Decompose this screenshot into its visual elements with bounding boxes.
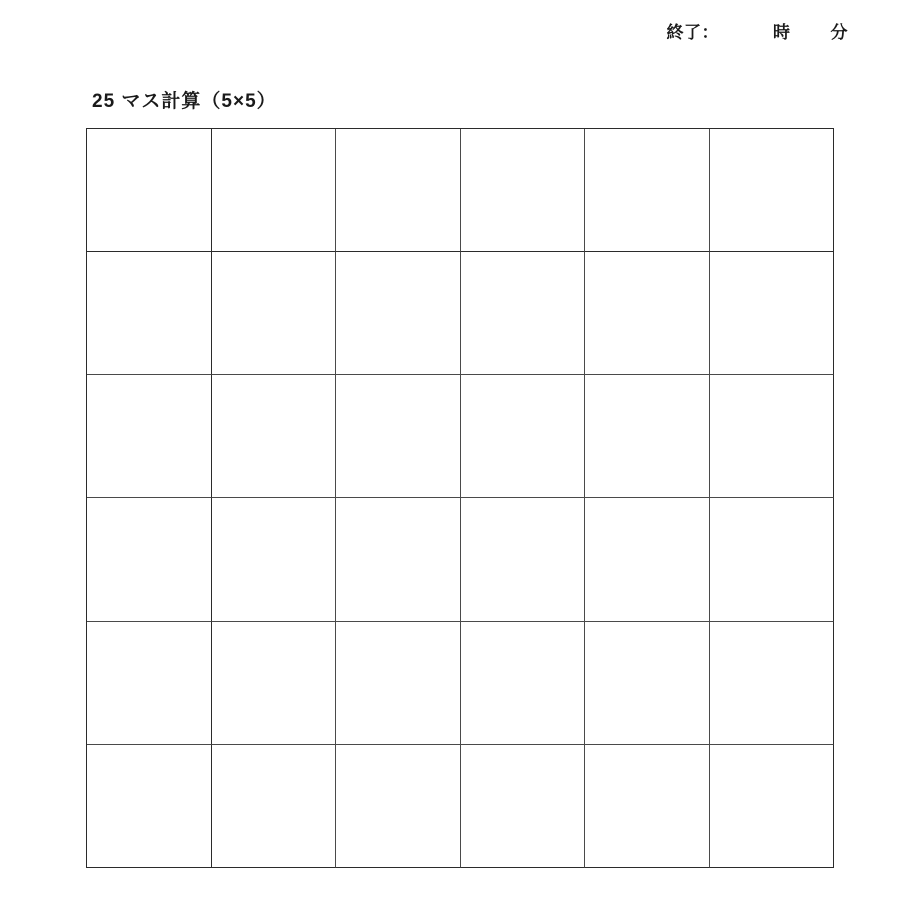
grid-cell[interactable] <box>710 498 835 621</box>
grid-cell[interactable] <box>87 498 212 621</box>
end-time-label: 終了： <box>666 23 719 42</box>
grid-cell[interactable] <box>585 498 710 621</box>
grid-cell[interactable] <box>710 375 835 498</box>
grid-cell[interactable] <box>461 622 586 745</box>
grid-cell[interactable] <box>461 129 586 252</box>
grid-cell[interactable] <box>212 252 337 375</box>
grid-cell[interactable] <box>212 375 337 498</box>
grid-cell[interactable] <box>212 129 337 252</box>
end-time-field <box>667 18 849 43</box>
grid-cell[interactable] <box>585 622 710 745</box>
grid-cell[interactable] <box>87 745 212 868</box>
grid-cell[interactable] <box>585 745 710 868</box>
grid-cell[interactable] <box>461 252 586 375</box>
grid-cell[interactable] <box>710 622 835 745</box>
grid-cell[interactable] <box>336 622 461 745</box>
grid-cell[interactable] <box>585 129 710 252</box>
grid-cell[interactable] <box>87 252 212 375</box>
grid-cell[interactable] <box>585 252 710 375</box>
grid-cell[interactable] <box>336 375 461 498</box>
grid-cell[interactable] <box>212 745 337 868</box>
grid-cell[interactable] <box>336 498 461 621</box>
grid-cell[interactable] <box>585 375 710 498</box>
grid-cell[interactable] <box>461 498 586 621</box>
grid-cell[interactable] <box>710 745 835 868</box>
grid-cell[interactable] <box>212 498 337 621</box>
grid-cell[interactable] <box>87 622 212 745</box>
minute-unit-label: 分 <box>830 23 848 42</box>
grid-cell[interactable] <box>336 129 461 252</box>
grid-cell[interactable] <box>336 252 461 375</box>
grid-cell[interactable] <box>336 745 461 868</box>
grid-cell[interactable] <box>87 129 212 252</box>
grid-cell[interactable] <box>710 129 835 252</box>
grid-cell[interactable] <box>212 622 337 745</box>
page-title: 25 マス計算（5×5） <box>92 91 277 112</box>
grid-cell[interactable] <box>710 252 835 375</box>
grid-cell[interactable] <box>461 375 586 498</box>
hour-unit-label: 時 <box>773 23 791 42</box>
calculation-grid <box>86 128 834 868</box>
grid-cell[interactable] <box>461 745 586 868</box>
grid-cell[interactable] <box>87 375 212 498</box>
